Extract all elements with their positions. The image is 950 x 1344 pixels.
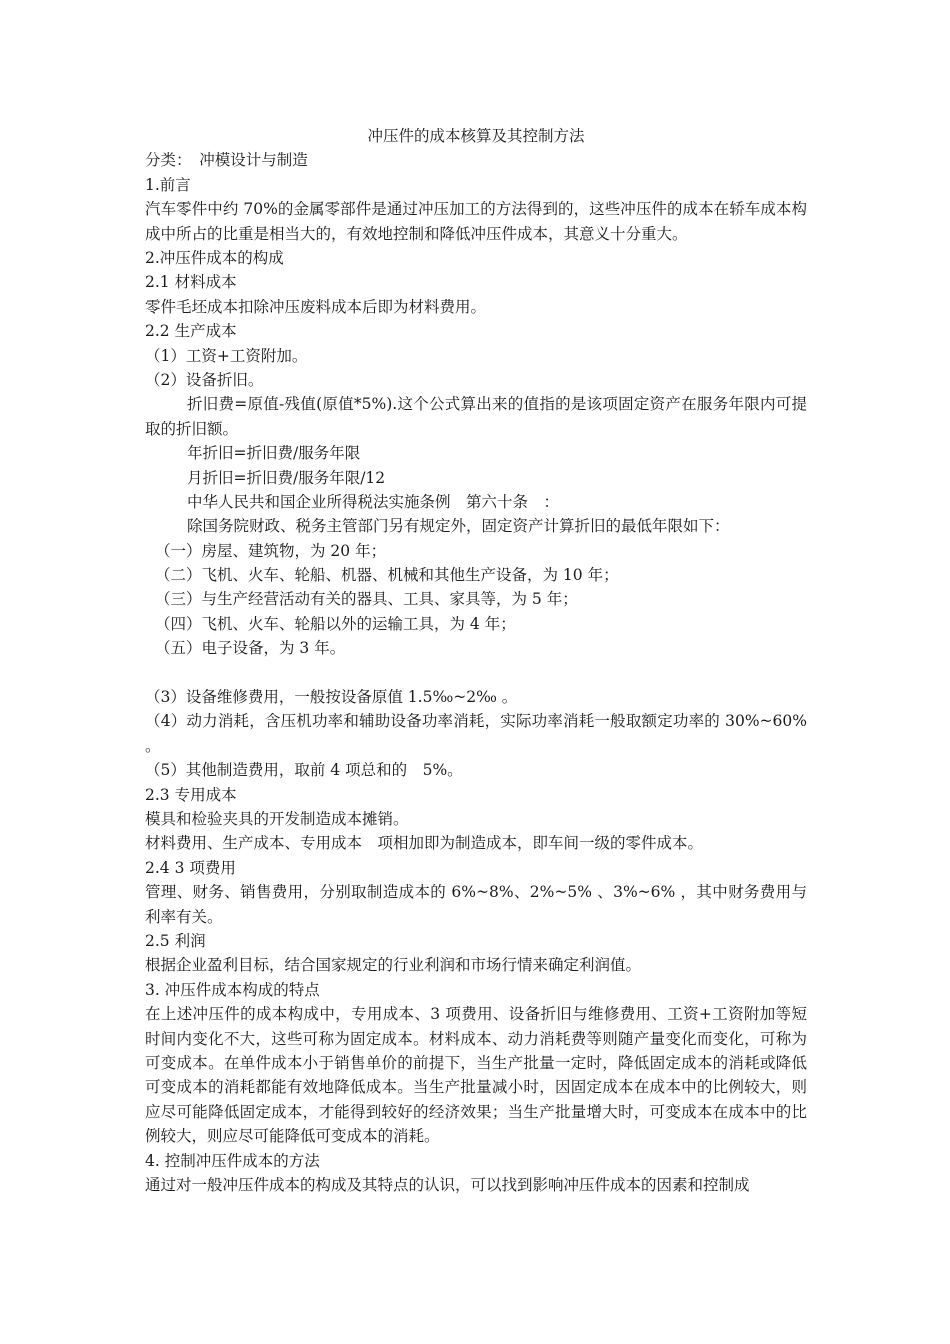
category-line: 分类： 冲模设计与制造 xyxy=(145,151,308,170)
list-item: （5）其他制造费用，取前 4 项总和的 5%。 xyxy=(145,761,463,780)
section-3-paragraph: 在上述冲压件的成本构成中，专用成本、3 项费用、设备折旧与维修费用、工资+工资附加等短时间内变化不大，这些可称为固定成本。材料成本、动力消耗费等则随产量变化而变化，可称为可变成本。在单件成本小于销售单价的前提下，当生产批量一定时，降低固定成本的消耗或降低可变成本的消耗都能有效地降低成本。当生产批量减小时，因固定成本在成本中的比例较大，则应尽可能降低固定成本，才能得到较好的经济效果；当生产批量增大时，可变成本在成本中的比例较大，则应尽可能降低可变成本的消耗。 xyxy=(145,1005,807,1146)
list-item: （4）动力消耗，含压机功率和辅助设备功率消耗，实际功率消耗一般取额定功率的 30%~60% 。 xyxy=(145,712,807,755)
section-heading-2-5: 2.5 利润 xyxy=(145,932,206,951)
annual-depreciation-formula: 年折旧=折旧费/服务年限 xyxy=(187,444,361,463)
law-intro: 除国务院财政、税务主管部门另有规定外，固定资产计算折旧的最低年限如下： xyxy=(187,517,730,536)
law-item: （三）与生产经营活动有关的器具、工具、家具等，为 5 年； xyxy=(155,590,578,609)
section-heading-4: 4. 控制冲压件成本的方法 xyxy=(145,1151,320,1170)
section-heading-2-2: 2.2 生产成本 xyxy=(145,322,237,341)
monthly-depreciation-formula: 月折旧=折旧费/服务年限/12 xyxy=(187,468,386,487)
section-1-paragraph: 汽车零件中约 70%的金属零部件是通过冲压加工的方法得到的，这些冲压件的成本在轿车成本构成中所占的比重是相当大的，有效地控制和降低冲压件成本，其意义十分重大。 xyxy=(145,200,807,243)
list-item: （3）设备维修费用，一般按设备原值 1.5‰~2‰ 。 xyxy=(145,688,518,707)
section-2-3-paragraph: 材料费用、生产成本、专用成本 项相加即为制造成本，即车间一级的零件成本。 xyxy=(145,834,704,853)
section-2-3-paragraph: 模具和检验夹具的开发制造成本摊销。 xyxy=(145,810,409,829)
section-heading-3: 3. 冲压件成本构成的特点 xyxy=(145,980,320,999)
section-heading-2-3: 2.3 专用成本 xyxy=(145,785,237,804)
document-title: 冲压件的成本核算及其控制方法 xyxy=(367,127,585,145)
section-heading-1: 1.前言 xyxy=(145,175,191,194)
section-2-4-paragraph: 管理、财务、销售费用，分别取制造成本的 6%~8%、2%~5% 、3%~6% ，其中财务费用与利率有关。 xyxy=(145,883,807,926)
section-heading-2: 2.冲压件成本的构成 xyxy=(145,248,284,267)
depreciation-text: 折旧费=原值-残值(原值*5%).这个公式算出来的值指的是该项固定资产在服务年限内可提取的折旧额。 xyxy=(145,395,807,438)
list-item: （2）设备折旧。 xyxy=(145,370,264,389)
blank-line xyxy=(145,661,807,685)
section-4-paragraph: 通过对一般冲压件成本的构成及其特点的认识，可以找到影响冲压件成本的因素和控制成 xyxy=(145,1176,750,1195)
law-item: （四）飞机、火车、轮船以外的运输工具，为 4 年； xyxy=(155,614,516,633)
law-reference: 中华人民共和国企业所得税法实施条例 第六十条 ： xyxy=(187,492,560,511)
depreciation-paragraph xyxy=(145,392,807,441)
section-2-1-paragraph: 零件毛坯成本扣除冲压废料成本后即为材料费用。 xyxy=(145,297,487,316)
list-item: （1）工资+工资附加。 xyxy=(145,346,308,365)
law-item: （二）飞机、火车、轮船、机器、机械和其他生产设备，为 10 年； xyxy=(155,566,619,585)
section-heading-2-1: 2.1 材料成本 xyxy=(145,273,237,292)
law-item: （五）电子设备，为 3 年。 xyxy=(155,639,346,658)
section-2-5-paragraph: 根据企业盈利目标，结合国家规定的行业利润和市场行情来确定利润值。 xyxy=(145,956,642,975)
section-heading-2-4: 2.4 3 项费用 xyxy=(145,858,236,877)
law-item: （一）房屋、建筑物，为 20 年； xyxy=(155,541,387,560)
document-body xyxy=(145,124,807,1197)
